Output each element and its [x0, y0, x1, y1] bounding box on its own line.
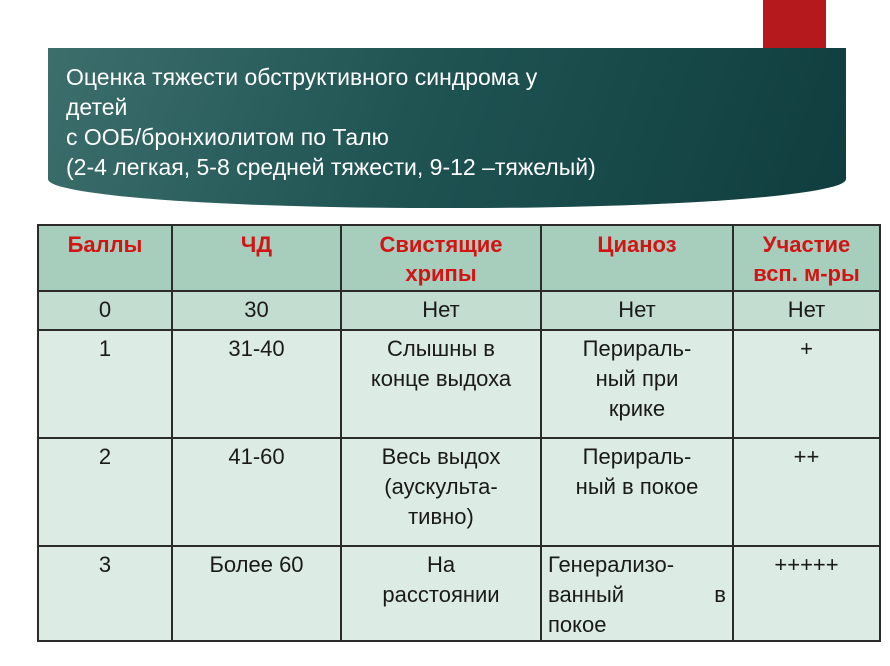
- cell-respiratory-rate: [172, 438, 341, 546]
- cell-score: [38, 291, 172, 330]
- table-row: [38, 546, 880, 641]
- cell-text: 41-60: [228, 444, 285, 469]
- cell-cyanosis: [541, 546, 733, 641]
- header-cyanosis: [541, 225, 733, 291]
- cell-text: расстоянии: [382, 582, 500, 607]
- header-respiratory-rate-label: ЧД: [240, 232, 273, 257]
- header-score-label: Баллы: [67, 232, 143, 257]
- cell-text: тивно): [408, 504, 474, 529]
- cell-text: 2: [98, 444, 112, 469]
- cell-accessory-muscles: [733, 330, 880, 438]
- cell-text: 31-40: [228, 336, 285, 361]
- header-wheezing: [341, 225, 541, 291]
- cell-text: Генерализо-: [548, 552, 675, 577]
- cell-text: Нет: [787, 297, 826, 322]
- title-line-4: (2-4 легкая, 5-8 средней тяжести, 9-12 –тяжелый): [66, 154, 596, 180]
- cell-score: [38, 438, 172, 546]
- cell-text: ный при: [595, 366, 679, 391]
- cell-text: Более 60: [209, 552, 304, 577]
- cell-text: покое: [548, 612, 607, 637]
- table-row: [38, 330, 880, 438]
- cell-accessory-muscles: [733, 438, 880, 546]
- cell-respiratory-rate: [172, 291, 341, 330]
- cell-text: +++++: [774, 552, 839, 577]
- header-score: [38, 225, 172, 291]
- cell-text: 1: [98, 336, 112, 361]
- title-line-1: Оценка тяжести обструктивного синдрома у: [66, 64, 538, 90]
- title-line-2: детей: [66, 94, 128, 120]
- table-header-row: [38, 225, 880, 291]
- cell-text: Нет: [422, 297, 460, 322]
- cell-cyanosis: [541, 438, 733, 546]
- title-banner: [48, 48, 846, 208]
- cell-score: [38, 546, 172, 641]
- cell-respiratory-rate: [172, 330, 341, 438]
- cell-text: 30: [244, 297, 269, 322]
- cell-text: 3: [98, 552, 112, 577]
- cell-text: (аускульта-: [384, 474, 498, 499]
- cell-wheezing: [341, 291, 541, 330]
- cell-text: Нет: [618, 297, 656, 322]
- cell-text: ный в покое: [575, 474, 699, 499]
- cell-text: конце выдоха: [370, 366, 512, 391]
- cell-text: Слышны в: [387, 336, 495, 361]
- cell-cyanosis: [541, 330, 733, 438]
- header-cyanosis-label: Цианоз: [597, 232, 677, 257]
- cell-wheezing: [341, 438, 541, 546]
- header-wheezing-line-2: хрипы: [405, 261, 477, 286]
- cell-accessory-muscles: [733, 546, 880, 641]
- cell-wheezing: [341, 330, 541, 438]
- table-row: [38, 438, 880, 546]
- header-accessory-muscles-line-1: Участие: [762, 232, 851, 257]
- cell-cyanosis: [541, 291, 733, 330]
- header-accessory-muscles: [733, 225, 880, 291]
- cell-text: крике: [608, 396, 666, 421]
- header-accessory-muscles-line-2: всп. м-ры: [753, 261, 860, 286]
- cell-wheezing: [341, 546, 541, 641]
- header-wheezing-line-1: Свистящие: [379, 232, 503, 257]
- cell-text: Перираль-: [582, 336, 692, 361]
- title-line-3: с ООБ/бронхиолитом по Талю: [66, 124, 389, 150]
- cell-text: 0: [98, 297, 112, 322]
- cell-text: ++: [793, 444, 820, 469]
- cell-accessory-muscles: [733, 291, 880, 330]
- cell-respiratory-rate: [172, 546, 341, 641]
- header-respiratory-rate: [172, 225, 341, 291]
- cell-text: Весь выдох: [381, 444, 501, 469]
- cell-text: +: [800, 336, 813, 361]
- scoring-table: [37, 224, 881, 642]
- table-row: [38, 291, 880, 330]
- cell-text: Перираль-: [582, 444, 692, 469]
- cell-score: [38, 330, 172, 438]
- cell-text: ванный в: [548, 582, 726, 607]
- cell-text: На: [426, 552, 456, 577]
